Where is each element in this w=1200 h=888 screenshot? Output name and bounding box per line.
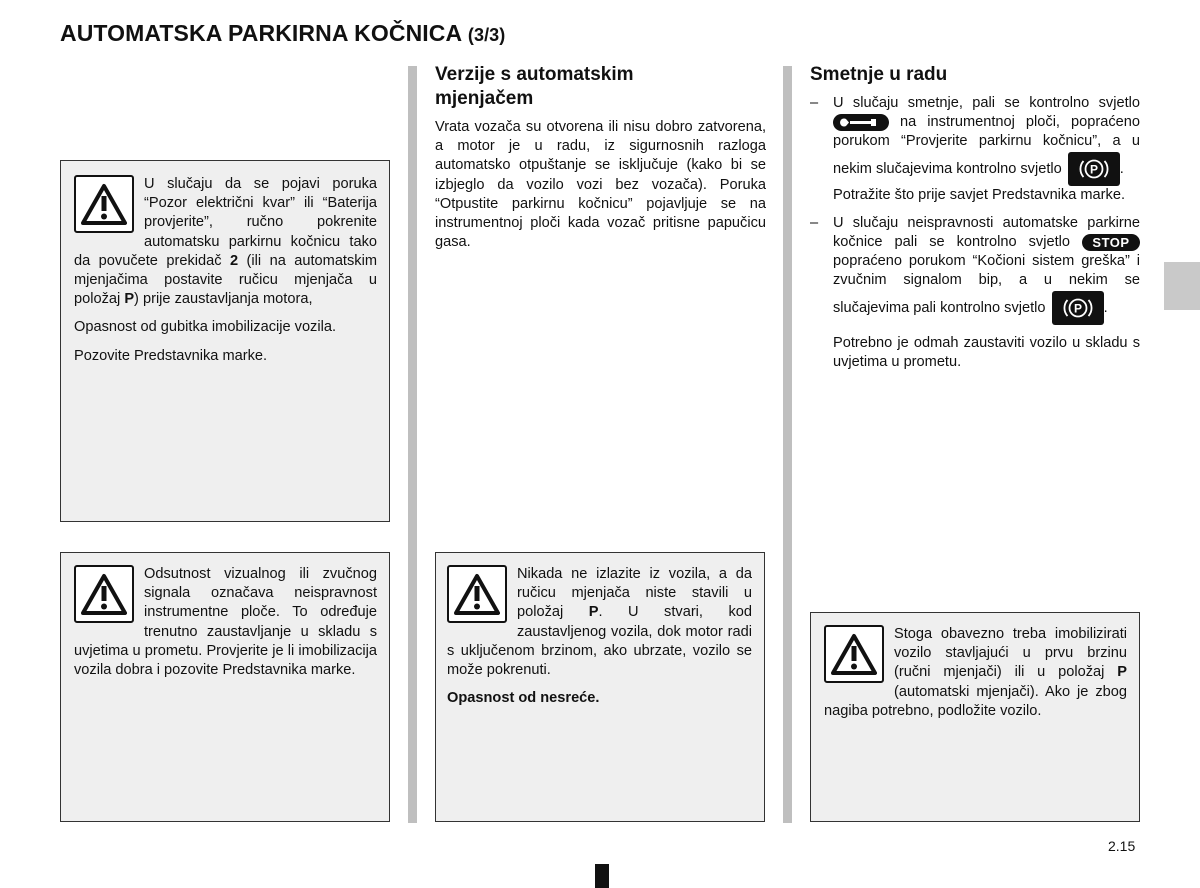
- automatic-gearbox-text: Vrata vozača su otvorena ili nisu dobro zatvorena, a motor je u radu, iz sigurnosnih razloga automatsko otpuštanje se isključuje (kako bi se izbjeglo da vozilo vozi bez vozača). Poruka “Otpustite parkirnu kočnicu” pojavljuje se na instrumentnoj ploči kada vozač pritisne papučicu gasa.: [435, 119, 766, 251]
- seek-advice-text: Potražite što prije savjet Predstavnika marke.: [833, 186, 1125, 203]
- immobilisation-risk-text: Opasnost od gubitka imobilizacije vozila.: [74, 319, 337, 336]
- svg-text:P: P: [1089, 161, 1098, 176]
- warning-triangle-icon: [74, 565, 134, 623]
- page-number: 2.15: [1108, 838, 1136, 854]
- bottom-marker: [595, 864, 609, 888]
- column-divider-right: [783, 66, 792, 823]
- leaving-vehicle-text: Nikada ne izlazite iz vozila, a da ručicu mjenjača niste stavili u položaj P. U stvari, kod zaustavljenog vozila, dok motor radi s uključenom brzinom, ako ubrzate, vozilo se može pokrenuti.: [447, 566, 752, 679]
- warning-triangle-icon: [824, 625, 884, 683]
- no-signal-text: Odsutnost vizualnog ili zvučnog signala označava neispravnost instrumentne ploče. To određuje trenutno zaustavljanje u skladu s uvjetima u prometu. Provjerite je li imobilizacija vozila dobra i pozovite Predstavnika marke.: [74, 566, 377, 679]
- warning-triangle-icon: [74, 175, 134, 233]
- column-divider-left: [408, 66, 417, 823]
- warning-box-leaving-vehicle: [435, 552, 765, 822]
- title-text: AUTOMATSKA PARKIRNA KOČNICA: [60, 20, 462, 46]
- list-item-stop-light: – U slučaju neispravnosti automatske parkirne kočnice pali se kontrolno svjetlo STOP popraćeno porukom “Kočioni sistem greška” i zvučnim signalom bip, a u nekim se slučajevima pali kontrolno svjetlo P . Potrebno je odmah zaustaviti vozilo u skladu s uvjetima u prometu.: [810, 214, 1140, 372]
- immobilise-vehicle-text: Stoga obavezno treba imobilizirati vozilo stavljajući u prvu brzinu (ručni mjenjači) ili u položaj P (automatski mjenjači). Ako je zbog nagiba potrebno, podložite vozilo.: [824, 626, 1127, 719]
- title-part-indicator: (3/3): [467, 25, 506, 45]
- svg-text:P: P: [1073, 300, 1082, 315]
- parking-brake-warning-light-icon: [1052, 291, 1104, 325]
- wrench-warning-light-icon: [833, 114, 889, 131]
- chapter-side-tab: [1164, 262, 1200, 310]
- page-title: [60, 20, 505, 47]
- malfunction-list: [810, 94, 1140, 372]
- contact-dealer-text: Pozovite Predstavnika marke.: [74, 347, 268, 364]
- manual-release-instructions: U slučaju da se pojavi poruka “Pozor električni kvar” ili “Baterija provjerite”, ručno pokrenite automatsku parkirnu kočnicu tako da povučete prekidač 2 (ili na automatskim mjenjačima postavite ručicu mjenjača u položaj P) prije zaustavljanja motora,: [74, 176, 377, 308]
- parking-brake-warning-light-icon: [1068, 152, 1120, 186]
- section-heading-automatic: Verzije s automatskim mjenjačem: [435, 64, 634, 109]
- warning-box-immobilise: [810, 612, 1140, 822]
- accident-risk-text: Opasnost od nesreće.: [447, 690, 600, 707]
- list-item-service-light: – U slučaju smetnje, pali se kontrolno svjetlo na instrumentnoj ploči, popraćeno porukom “Provjerite parkirnu kočnicu”, a u nekim slučajevima kontrolno svjetlo P . Potražite što prije savjet Predstavnika marke.: [810, 94, 1140, 205]
- stop-immediately-text: Potrebno je odmah zaustaviti vozilo u skladu s uvjetima u prometu.: [833, 334, 1140, 370]
- section-heading-malfunctions: Smetnje u radu: [810, 64, 948, 85]
- warning-box-no-signal: [60, 552, 390, 822]
- warning-box-manual-release: [60, 160, 390, 522]
- warning-triangle-icon: [447, 565, 507, 623]
- stop-warning-light-icon: STOP: [1082, 234, 1140, 251]
